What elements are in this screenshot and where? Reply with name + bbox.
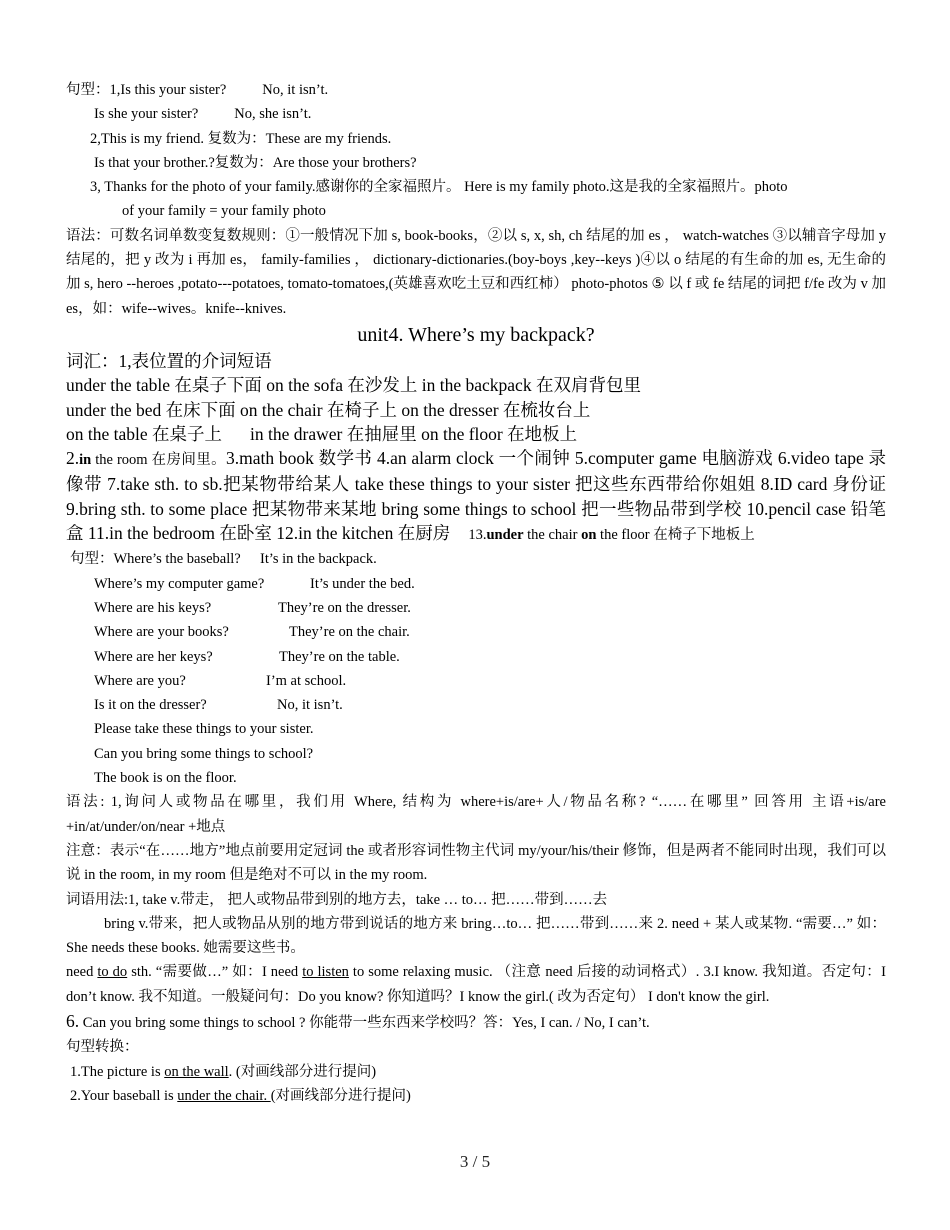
sentence-pair: 句型：Where’s the baseball? It’s in the backpack. <box>70 551 377 568</box>
vocab-paragraph: 2.in the room 在房间里。3.math book 数学书 4.an alarm clock 一个闹钟 5.computer game 电脑游戏 6.video tape 录像带 7.take sth. to sb.把某物带给某人 take these things to your sister 把这些东西带给你姐姐 8.ID card 身份证 9.bring sth. to some place 把某物带来某地 bring some things to school 把一些物品带到学校 10.pencil case 铅笔盒 11.in the bedroom 在卧室 12.in the kitchen 在厨房 13.under the chair on the floor 在椅子下地板上 <box>66 448 886 544</box>
sentence-pair: Where’s my computer game? It’s under the bed. <box>94 575 415 592</box>
sentence-pair: Where are her keys? They’re on the table. <box>94 648 400 665</box>
grammar-paragraph: 语法：可数名词单数变复数规则：①一般情况下加 s, book-books，②以 s, x, sh, ch 结尾的加 es ， watch-watches ③以辅音字母加 y 结尾的，把 y 改为 i 再加 es， family-families ， dictionary-dictionaries.(boy-boys ,key--keys )④以 o 结尾的有生命的加 es, 无生命的加 s, hero --heroes ,potato---potatoes, tomato-tomatoes,(英雄喜欢吃土豆和西红柿） photo-photos ⑤ 以 f 或 fe 结尾的词把 f/fe 改为 v 加 es，如：wife--wives。knife--knives. <box>66 227 886 317</box>
sentence-line: 2,This is my friend. 复数为：These are my friends. <box>90 130 392 147</box>
transform-exercise: 2.Your baseball is under the chair. (对画线部分进行提问) <box>70 1087 411 1104</box>
usage-paragraph: need to do sth. “需要做…” 如：I need to listen to some relaxing music. （注意 need 后接的动词格式）. 3.I know. 我知道。否定句：I don’t know. 我不知道。一般疑问句：Do you know? 你知道吗？I know the girl.( 改为否定句） I don't know the girl. <box>66 964 887 1005</box>
note-paragraph: 注意：表示“在……地方”地点前要用定冠词 the 或者形容词性物主代词 my/your/his/their 修饰，但是两者不能同时出现，我们可以说 in the room, in my room 但是绝对不可以 in the my room. <box>66 842 886 884</box>
sentence-line: 句型：1,Is this your sister? No, it isn’t. <box>66 82 329 98</box>
usage-line: 词语用法:1, take v.带走， 把人或物品带到别的地方去，take … to… 把……带到……去 <box>66 891 608 908</box>
vocab-heading: 词汇：1,表位置的介词短语 <box>66 350 272 371</box>
sentence-pair: Where are you? I’m at school. <box>94 672 347 689</box>
sentence-line: Please take these things to your sister. <box>94 721 314 738</box>
usage-paragraph: bring v.带来，把人或物品从别的地方带到说话的地方来 bring…to… 把……带到……来 2. need + 某人或某物. “需要…” 如：She needs these books. 她需要这些书。 <box>66 915 887 957</box>
sentence-pair: Where are your books? They’re on the chair. <box>94 624 410 641</box>
transform-heading: 句型转换： <box>66 1039 139 1056</box>
grammar-paragraph: 语法: 1,询问人或物品在哪里，我们用 Where, 结构为 where+is/are+人/物品名称? “……在哪里” 回答用 主语+is/are +in/at/under/on/near +地点 <box>66 794 886 835</box>
sentence-line: Is that your brother.?复数为：Are those your brothers? <box>94 154 417 171</box>
sentence-line: 3, Thanks for the photo of your family.感谢你的全家福照片。 Here is my family photo.这是我的全家福照片。photo <box>90 179 788 196</box>
sentence-line: of your family = your family photo <box>122 203 326 220</box>
sentence-line: Can you bring some things to school? <box>94 745 314 762</box>
sentence-line: Is she your sister? No, she isn’t. <box>94 106 312 123</box>
question-six: 6. Can you bring some things to school ? 你能带一些东西来学校吗？答：Yes, I can. / No, I can’t. <box>66 1010 650 1031</box>
sentence-pair: Is it on the dresser? No, it isn’t. <box>94 697 343 714</box>
sentence-pair: Where are his keys? They’re on the dresser. <box>94 599 411 616</box>
page-number: 3 / 5 <box>459 1152 491 1171</box>
sentence-line: The book is on the floor. <box>94 770 237 787</box>
document-body <box>66 78 886 1108</box>
transform-exercise: 1.The picture is on the wall. (对画线部分进行提问) <box>70 1063 377 1080</box>
unit-title: unit4. Where’s my backpack? <box>357 323 595 346</box>
vocab-row: under the table 在桌子下面 on the sofa 在沙发上 in the backpack 在双肩背包里 <box>66 375 641 396</box>
vocab-row: on the table 在桌子上 in the drawer 在抽屉里 on the floor 在地板上 <box>66 423 578 444</box>
vocab-row: under the bed 在床下面 on the chair 在椅子上 on the dresser 在梳妆台上 <box>66 399 591 420</box>
